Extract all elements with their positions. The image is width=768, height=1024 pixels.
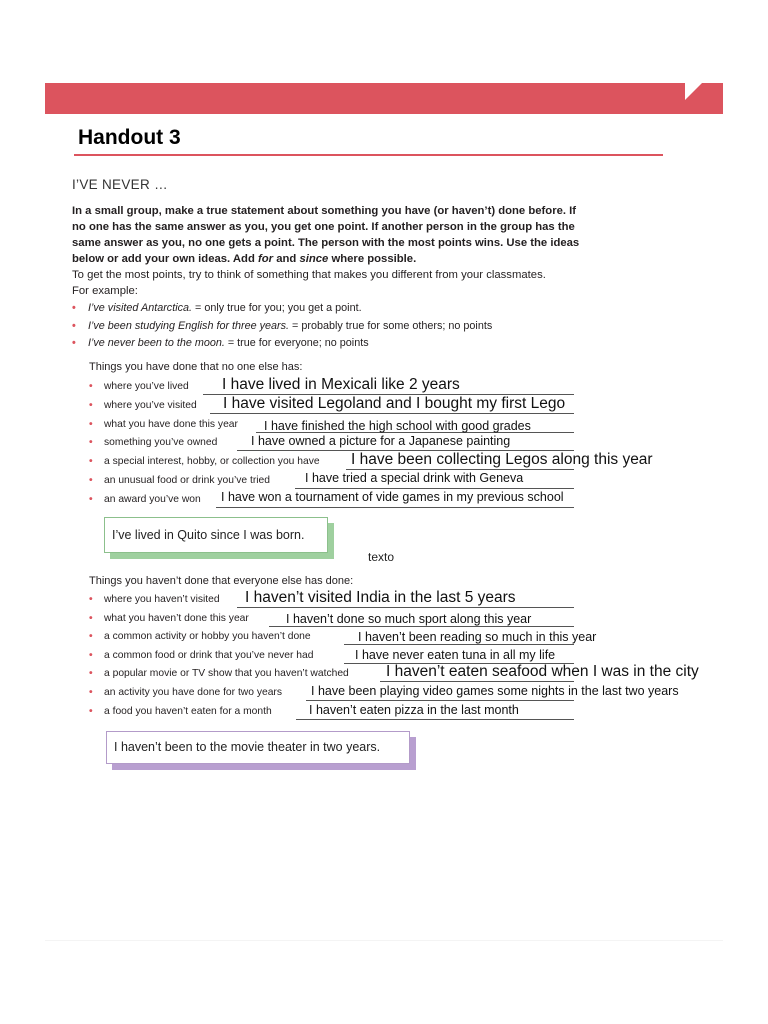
list-item: • a food you haven’t eaten for a month I haven’t eaten pizza in the last month: [89, 706, 579, 722]
answer-line: [210, 413, 574, 414]
answer-text[interactable]: I haven’t eaten pizza in the last month: [309, 703, 519, 717]
list-item: • what you have done this year I have finished the high school with good grades: [89, 419, 579, 435]
answer-text[interactable]: I haven’t done so much sport along this year: [286, 612, 532, 626]
page-title: Handout 3: [78, 126, 181, 149]
list-item: • where you haven’t visited I haven’t visited India in the last 5 years: [89, 594, 579, 610]
answer-text[interactable]: I have visited Legoland and I bought my first Lego: [223, 395, 566, 412]
answer-text[interactable]: I have finished the high school with good grades: [264, 419, 531, 433]
answer-text[interactable]: I haven’t been reading so much in this year: [358, 630, 597, 644]
answer-text[interactable]: I have lived in Mexicali like 2 years: [222, 376, 460, 393]
answer-line: [344, 644, 574, 645]
answer-line: [237, 607, 574, 608]
instructions: [72, 204, 582, 299]
list-item: • an activity you have done for two years I have been playing video games some nights in the last two years: [89, 687, 689, 703]
banner-notch: [685, 83, 702, 100]
instr-for: for: [258, 252, 274, 265]
answer-line: [346, 469, 574, 470]
example-box-havent: I haven’t been to the movie theater in two years.: [106, 731, 410, 764]
answer-line: [306, 700, 574, 701]
answer-line: [380, 681, 574, 682]
instr-end: where possible.: [328, 252, 417, 265]
answer-line: [269, 626, 574, 627]
example-item: • I’ve never been to the moon. = true for everyone; no points: [72, 337, 369, 349]
for-example-label: For example:: [72, 284, 138, 297]
tip-text: To get the most points, try to think of something that makes you different from your classmates.: [72, 268, 546, 281]
activity-title: I’VE NEVER …: [72, 177, 168, 192]
answer-text[interactable]: I haven’t eaten seafood when I was in the city: [386, 663, 699, 680]
section1-heading: Things you have done that no one else has:: [89, 361, 303, 373]
example-item: • I’ve been studying English for three years. = probably true for some others; no points: [72, 320, 493, 332]
list-item: • an award you’ve won I have won a tournament of vide games in my previous school: [89, 494, 579, 510]
answer-text[interactable]: I have owned a picture for a Japanese painting: [251, 434, 511, 448]
instr-and: and: [273, 252, 300, 265]
list-item: • a popular movie or TV show that you haven’t watched I haven’t eaten seafood when I was in the city: [89, 663, 699, 680]
answer-text[interactable]: I have won a tournament of vide games in my previous school: [221, 490, 564, 504]
list-item: • a common food or drink that you’ve never had I have never eaten tuna in all my life: [89, 650, 579, 666]
list-item: • where you’ve lived I have lived in Mexicali like 2 years: [89, 381, 579, 397]
list-item: • what you haven’t done this year I haven’t done so much sport along this year: [89, 613, 579, 629]
answer-text[interactable]: I have tried a special drink with Geneva: [305, 471, 524, 485]
texto-label: texto: [368, 550, 395, 564]
list-item: • where you’ve visited I have visited Legoland and I bought my first Lego: [89, 400, 579, 416]
list-item: • a common activity or hobby you haven’t done I haven’t been reading so much in this year: [89, 630, 597, 644]
answer-line: [296, 719, 574, 720]
title-divider: [74, 154, 663, 156]
answer-line: [216, 507, 574, 508]
answer-text[interactable]: I have never eaten tuna in all my life: [355, 648, 556, 662]
answer-text[interactable]: I have been collecting Legos along this year: [351, 451, 653, 468]
list-item: • a special interest, hobby, or collection you have I have been collecting Legos along this year: [89, 451, 653, 468]
answer-text[interactable]: I haven’t visited India in the last 5 years: [245, 589, 516, 606]
answer-line: [295, 488, 574, 489]
header-banner: [45, 83, 723, 114]
list-item: • an unusual food or drink you’ve tried I have tried a special drink with Geneva: [89, 475, 579, 491]
section2-heading: Things you haven’t done that everyone else has done:: [89, 575, 354, 587]
instructions-bold: In a small group, make a true statement about something you have (or haven’t) done before. If no one has the same answer as you, you get one point. If another person in the group has the same answer as you, no one gets a point. The person with the most points wins. Use the ideas below or add your own ideas. Add: [72, 205, 580, 265]
example-item: • I’ve visited Antarctica. = only true for you; you get a point.: [72, 302, 362, 314]
footer-divider: [45, 940, 723, 941]
answer-text[interactable]: I have been playing video games some nights in the last two years: [311, 684, 679, 698]
example-box-have: I’ve lived in Quito since I was born.: [104, 517, 328, 553]
list-item: • something you’ve owned I have owned a picture for a Japanese painting: [89, 437, 579, 453]
instr-since: since: [299, 252, 329, 265]
